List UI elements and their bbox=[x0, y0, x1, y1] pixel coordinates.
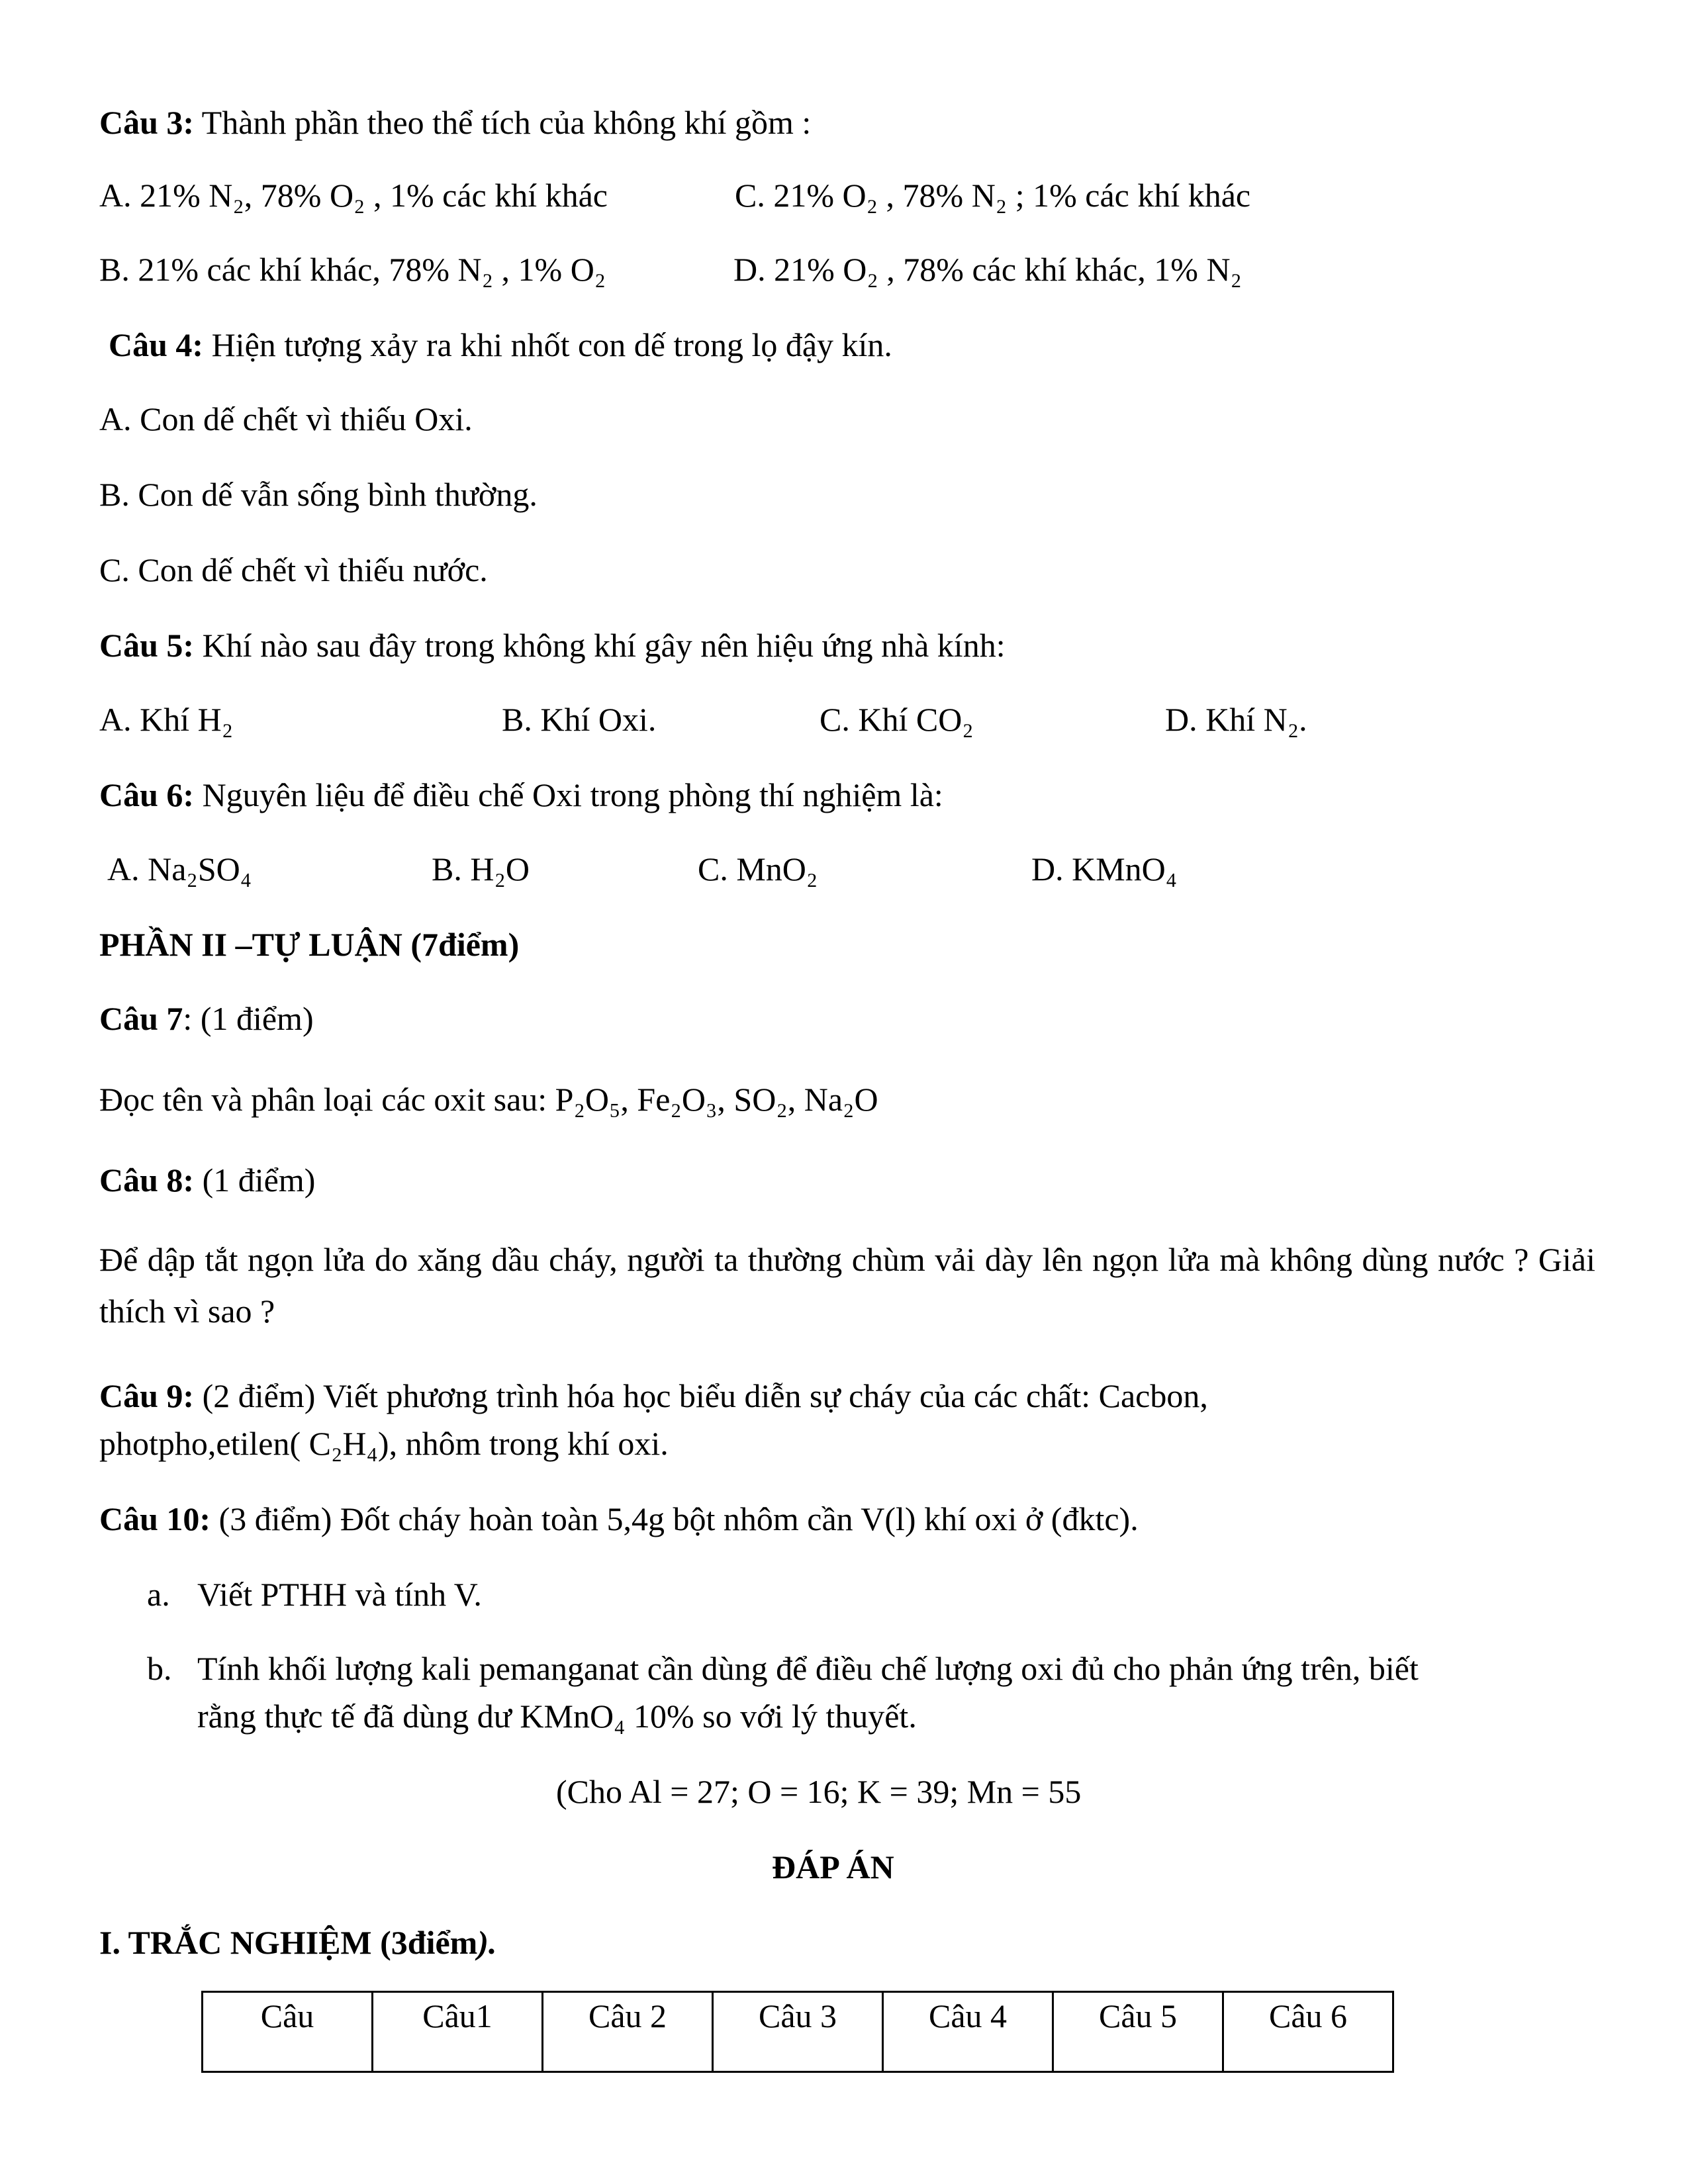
question-6-option-c: C. MnO₂ bbox=[698, 850, 818, 887]
question-6-text: Nguyên liệu để điều chế Oxi trong phòng thí nghiệm là: bbox=[194, 776, 943, 813]
question-6-stem bbox=[99, 778, 943, 811]
question-6-option-b: B. H₂O bbox=[432, 850, 530, 887]
question-10-stem bbox=[99, 1502, 1139, 1535]
question-5-option-c: C. Khí CO₂ bbox=[820, 701, 974, 738]
question-8-label: Câu 8: bbox=[99, 1161, 195, 1199]
question-8-stem bbox=[99, 1163, 315, 1197]
question-4-option-b: B. Con dế vẫn sống bình thường. bbox=[99, 476, 538, 513]
question-10-label: Câu 10: bbox=[99, 1500, 211, 1537]
answer-section-heading bbox=[99, 1926, 496, 1959]
question-3-text: Thành phần theo thể tích của không khí gồm : bbox=[194, 104, 812, 141]
answer-table-header-cell: Câu bbox=[203, 1992, 373, 2072]
question-6-label: Câu 6: bbox=[99, 776, 195, 813]
question-4-stem bbox=[109, 328, 892, 361]
question-10-text: (3 điểm) Đốt cháy hoàn toàn 5,4g bột nhôm cần V(l) khí oxi ở (đktc). bbox=[211, 1500, 1139, 1537]
question-10-b-line-2: rằng thực tế đã dùng dư KMnO₄ 10% so với lý thuyết. bbox=[197, 1698, 917, 1735]
question-10-b-marker: b. bbox=[147, 1650, 172, 1687]
question-4-label: Câu 4: bbox=[109, 326, 204, 363]
question-8-text: Để dập tắt ngọn lửa do xăng dầu cháy, người ta thường chùm vải dày lên ngọn lửa mà không dùng nước ? Giải thích vì sao ? bbox=[99, 1241, 1595, 1330]
question-3-option-b: B. 21% các khí khác, 78% N₂ , 1% O₂ bbox=[99, 251, 606, 288]
question-7-text: Đọc tên và phân loại các oxit sau: P₂O₅, Fe₂O₃, SO₂, Na₂O bbox=[99, 1081, 878, 1118]
question-9-stem bbox=[99, 1379, 1208, 1412]
question-9-label: Câu 9: bbox=[99, 1377, 195, 1414]
answer-section-label: I. TRẮC NGHIỆM (3điểm bbox=[99, 1924, 478, 1961]
question-10-a-text: Viết PTHH và tính V. bbox=[197, 1576, 482, 1613]
given-atomic-masses: (Cho Al = 27; O = 16; K = 39; Mn = 55 bbox=[556, 1773, 1082, 1810]
question-5-option-d: D. Khí N₂. bbox=[1165, 701, 1307, 738]
question-4-option-a: A. Con dế chết vì thiếu Oxi. bbox=[99, 400, 473, 437]
answer-table-header-cell: Câu 3 bbox=[713, 1992, 883, 2072]
question-3-option-d: D. 21% O₂ , 78% các khí khác, 1% N₂ bbox=[733, 251, 1242, 288]
question-4-text: Hiện tượng xảy ra khi nhốt con dế trong lọ đậy kín. bbox=[203, 326, 892, 363]
question-5-option-b: B. Khí Oxi. bbox=[502, 701, 657, 738]
question-9-line-1: (2 điểm) Viết phương trình hóa học biểu diễn sự cháy của các chất: Cacbon, bbox=[194, 1377, 1208, 1414]
question-5-stem bbox=[99, 629, 1006, 662]
question-6-option-d: D. KMnO₄ bbox=[1031, 850, 1178, 887]
question-6-option-a: A. Na₂SO₄ bbox=[107, 850, 252, 887]
answer-table-header-cell: Câu 6 bbox=[1223, 1992, 1393, 2072]
question-3-label: Câu 3: bbox=[99, 104, 195, 141]
answer-section-close: ). bbox=[477, 1924, 497, 1961]
answer-table-header-cell: Câu1 bbox=[373, 1992, 543, 2072]
answer-table-header-cell: Câu 2 bbox=[543, 1992, 713, 2072]
part-2-heading: PHẦN II –TỰ LUẬN (7điểm) bbox=[99, 926, 520, 963]
question-9-line-2: photpho,etilen( C₂H₄), nhôm trong khí oxi. bbox=[99, 1425, 669, 1462]
question-4-option-c: C. Con dế chết vì thiếu nước. bbox=[99, 551, 488, 588]
question-7-label: Câu 7 bbox=[99, 1000, 183, 1037]
answer-table-header-row bbox=[203, 1992, 1393, 2072]
question-10-b-line-1: Tính khối lượng kali pemanganat cần dùng để điều chế lượng oxi đủ cho phản ứng trên, biết bbox=[197, 1650, 1419, 1687]
question-5-label: Câu 5: bbox=[99, 627, 195, 664]
question-10-a-marker: a. bbox=[147, 1576, 170, 1613]
answer-key-title: ĐÁP ÁN bbox=[772, 1848, 894, 1886]
answer-table bbox=[201, 1991, 1394, 2073]
question-3-stem bbox=[99, 106, 811, 139]
answer-table-header-cell: Câu 5 bbox=[1053, 1992, 1223, 2072]
question-7-stem bbox=[99, 1002, 314, 1035]
question-8-score: (1 điểm) bbox=[194, 1161, 316, 1199]
answer-table-header-cell: Câu 4 bbox=[883, 1992, 1053, 2072]
question-5-option-a: A. Khí H₂ bbox=[99, 701, 234, 738]
question-3-option-c: C. 21% O₂ , 78% N₂ ; 1% các khí khác bbox=[735, 177, 1251, 214]
question-5-text: Khí nào sau đây trong không khí gây nên hiệu ứng nhà kính: bbox=[194, 627, 1006, 664]
question-7-score: : (1 điểm) bbox=[183, 1000, 314, 1037]
question-3-option-a: A. 21% N₂, 78% O₂ , 1% các khí khác bbox=[99, 177, 608, 214]
